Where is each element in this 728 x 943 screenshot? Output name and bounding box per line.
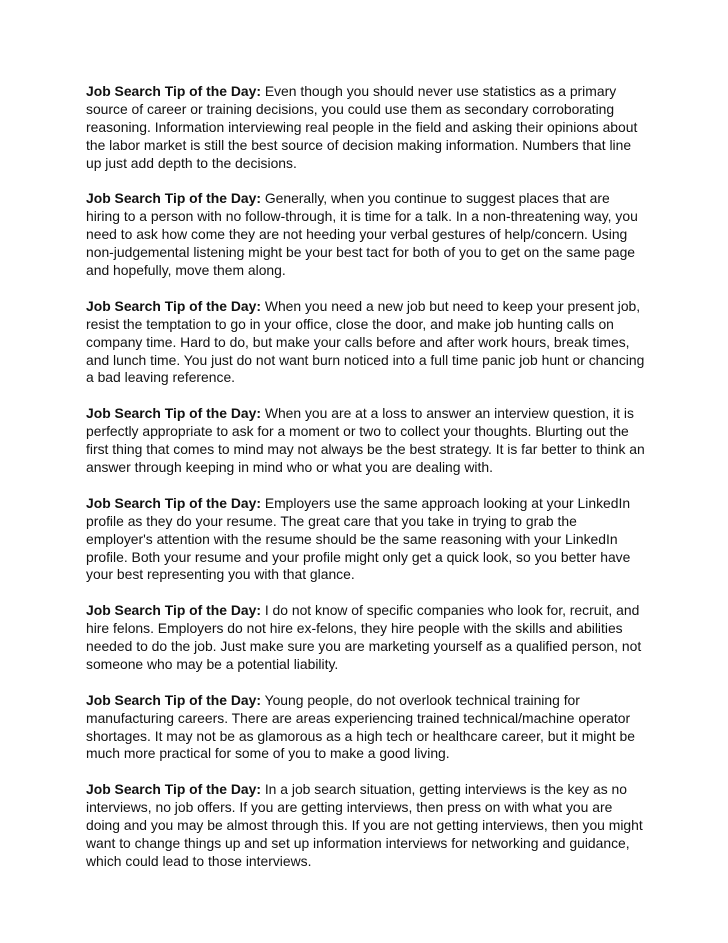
tip-paragraph-7	[86, 692, 646, 764]
tip-label: Job Search Tip of the Day:	[86, 405, 261, 422]
tip-paragraph-5	[86, 495, 646, 585]
tip-label: Job Search Tip of the Day:	[86, 297, 261, 314]
tip-paragraph-1	[86, 83, 646, 173]
tip-label: Job Search Tip of the Day:	[86, 781, 261, 798]
tip-label: Job Search Tip of the Day:	[86, 691, 261, 708]
tip-text: When you are at a loss to answer an interview question, it is perfectly appropriate to ask for a moment or two to collect your thoughts. Blurting out the first thing that comes to mind may not always be the best strategy. It is far better to think an answer through keeping in mind who or what you are dealing with.	[86, 405, 645, 475]
tip-text: Even though you should never use statistics as a primary source of career or training decisions, you could use them as secondary corroborating reasoning. Information interviewing real people in the field and asking their opinions about the labor market is still the best source of decision making information. Numbers that line up just add depth to the decisions.	[86, 83, 638, 171]
tip-text: Employers use the same approach looking at your LinkedIn profile as they do your resume. The great care that you take in trying to grab the employer's attention with the resume should be the same reasoning with your LinkedIn profile. Both your resume and your profile might only get a quick look, so you better have your best representing you with that glance.	[86, 494, 631, 583]
tip-text: Young people, do not overlook technical training for manufacturing careers. There are areas experiencing trained technical/machine operator shortages. It may not be as glamorous as a high tech or healthcare career, but it might be much more practical for some of you to make a good living.	[86, 691, 635, 762]
document-page	[86, 83, 646, 889]
tip-text: Generally, when you continue to suggest places that are hiring to a person with no follow-through, it is time for a talk. In a non-threatening way, you need to ask how come they are not heeding your verbal gestures of help/concern. Using non-judgemental listening might be your best tact for both of you to get on the same page and hopefully, move them along.	[86, 190, 638, 279]
tip-paragraph-2	[86, 190, 646, 280]
tip-text: When you need a new job but need to keep your present job, resist the temptation to go in your office, close the door, and make job hunting calls on company time. Hard to do, but make your calls before and after work hours, break times, and lunch time. You just do not want burn noticed into a full time panic job hunt or chancing a bad leaving reference.	[86, 297, 645, 386]
tip-paragraph-8	[86, 781, 646, 871]
tip-label: Job Search Tip of the Day:	[86, 190, 261, 207]
tip-paragraph-4	[86, 405, 646, 477]
tip-label: Job Search Tip of the Day:	[86, 83, 261, 99]
tip-paragraph-6	[86, 602, 646, 674]
tip-paragraph-3	[86, 298, 646, 388]
tip-label: Job Search Tip of the Day:	[86, 494, 261, 511]
tip-text: I do not know of specific companies who look for, recruit, and hire felons. Employers do not hire ex-felons, they hire people with the skills and abilities needed to do the job. Just make sure you are marketing yourself as a qualified person, not someone who may be a potential liability.	[86, 602, 642, 672]
tip-label: Job Search Tip of the Day:	[86, 602, 261, 619]
tip-text: In a job search situation, getting interviews is the key as no interviews, no job offers. If you are getting interviews, then press on with what you are doing and you may be almost through this. If you are not getting interviews, then you might want to change things up and set up information interviews for networking and guidance, which could lead to those interviews.	[86, 781, 643, 869]
